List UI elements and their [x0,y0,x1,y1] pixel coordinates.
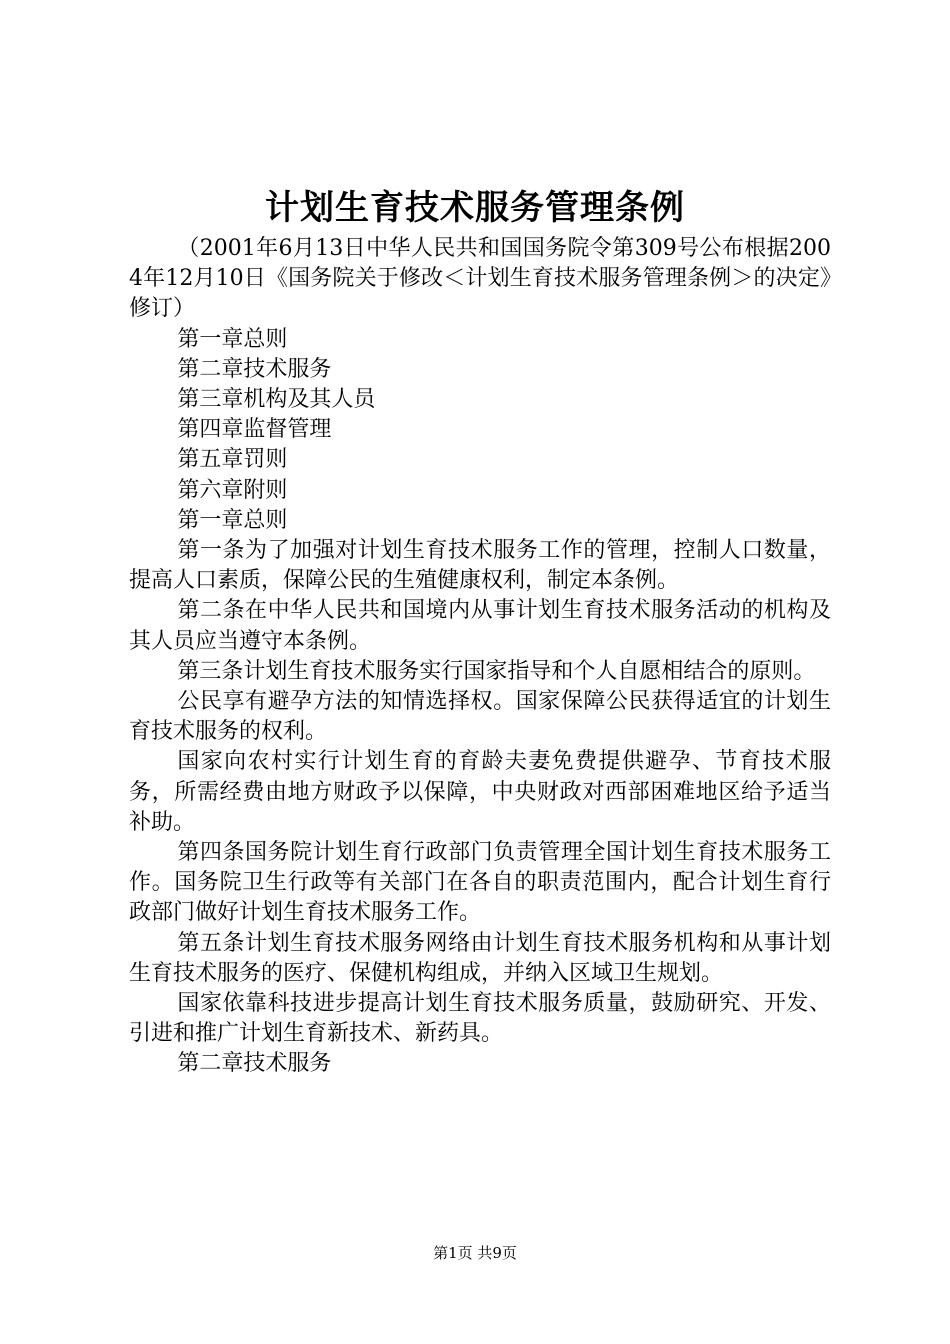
paragraph-toc-chapter-4: 第四章监督管理 [177,417,332,443]
paragraph-article-1: 第一条为了加强对计划生育技术服务工作的管理，控制人口数量，提高人口素质，保障公民的生殖健康权利，制定本条例。 [129,538,831,594]
paragraph-toc-chapter-1: 第一章总则 [177,326,288,352]
paragraph-article-2: 第二条在中华人民共和国境内从事计划生育技术服务活动的机构及其人员应当遵守本条例。 [129,598,831,654]
document-title: 计划生育技术服务管理条例 [265,188,685,228]
paragraph-toc-chapter-5: 第五章罚则 [177,447,288,473]
document-body [129,234,831,1080]
paragraph-toc-chapter-2: 第二章技术服务 [177,356,332,382]
paragraph-preamble: （2001年6月13日中华人民共和国国务院令第309号公布根据2004年12月10日《国务院关于修改＜计划生育技术服务管理条例＞的决定》修订） [129,236,831,322]
paragraph-article-5-clause-2: 国家依靠科技进步提高计划生育技术服务质量，鼓励研究、开发、引进和推广计划生育新技术、新药具。 [129,991,831,1047]
paragraph-article-3-clause-3: 国家向农村实行计划生育的育龄夫妻免费提供避孕、节育技术服务，所需经费由地方财政予以保障，中央财政对西部困难地区给予适当补助。 [129,749,831,835]
paragraph-article-3-clause-2: 公民享有避孕方法的知情选择权。国家保障公民获得适宜的计划生育技术服务的权利。 [129,689,831,745]
paragraph-article-3: 第三条计划生育技术服务实行国家指导和个人自愿相结合的原则。 [177,658,816,684]
paragraph-toc-chapter-6: 第六章附则 [177,477,288,503]
chapter-heading-2: 第二章技术服务 [177,1051,332,1077]
page-footer: 第1页 共9页 [433,1244,517,1262]
paragraph-article-4: 第四条国务院计划生育行政部门负责管理全国计划生育技术服务工作。国务院卫生行政等有关部门在各自的职责范围内，配合计划生育行政部门做好计划生育技术服务工作。 [129,840,831,926]
paragraph-toc-chapter-3: 第三章机构及其人员 [177,387,376,413]
paragraph-article-5: 第五条计划生育技术服务网络由计划生育技术服务机构和从事计划生育技术服务的医疗、保健机构组成，并纳入区域卫生规划。 [129,930,831,986]
chapter-heading-1: 第一章总则 [177,507,288,533]
